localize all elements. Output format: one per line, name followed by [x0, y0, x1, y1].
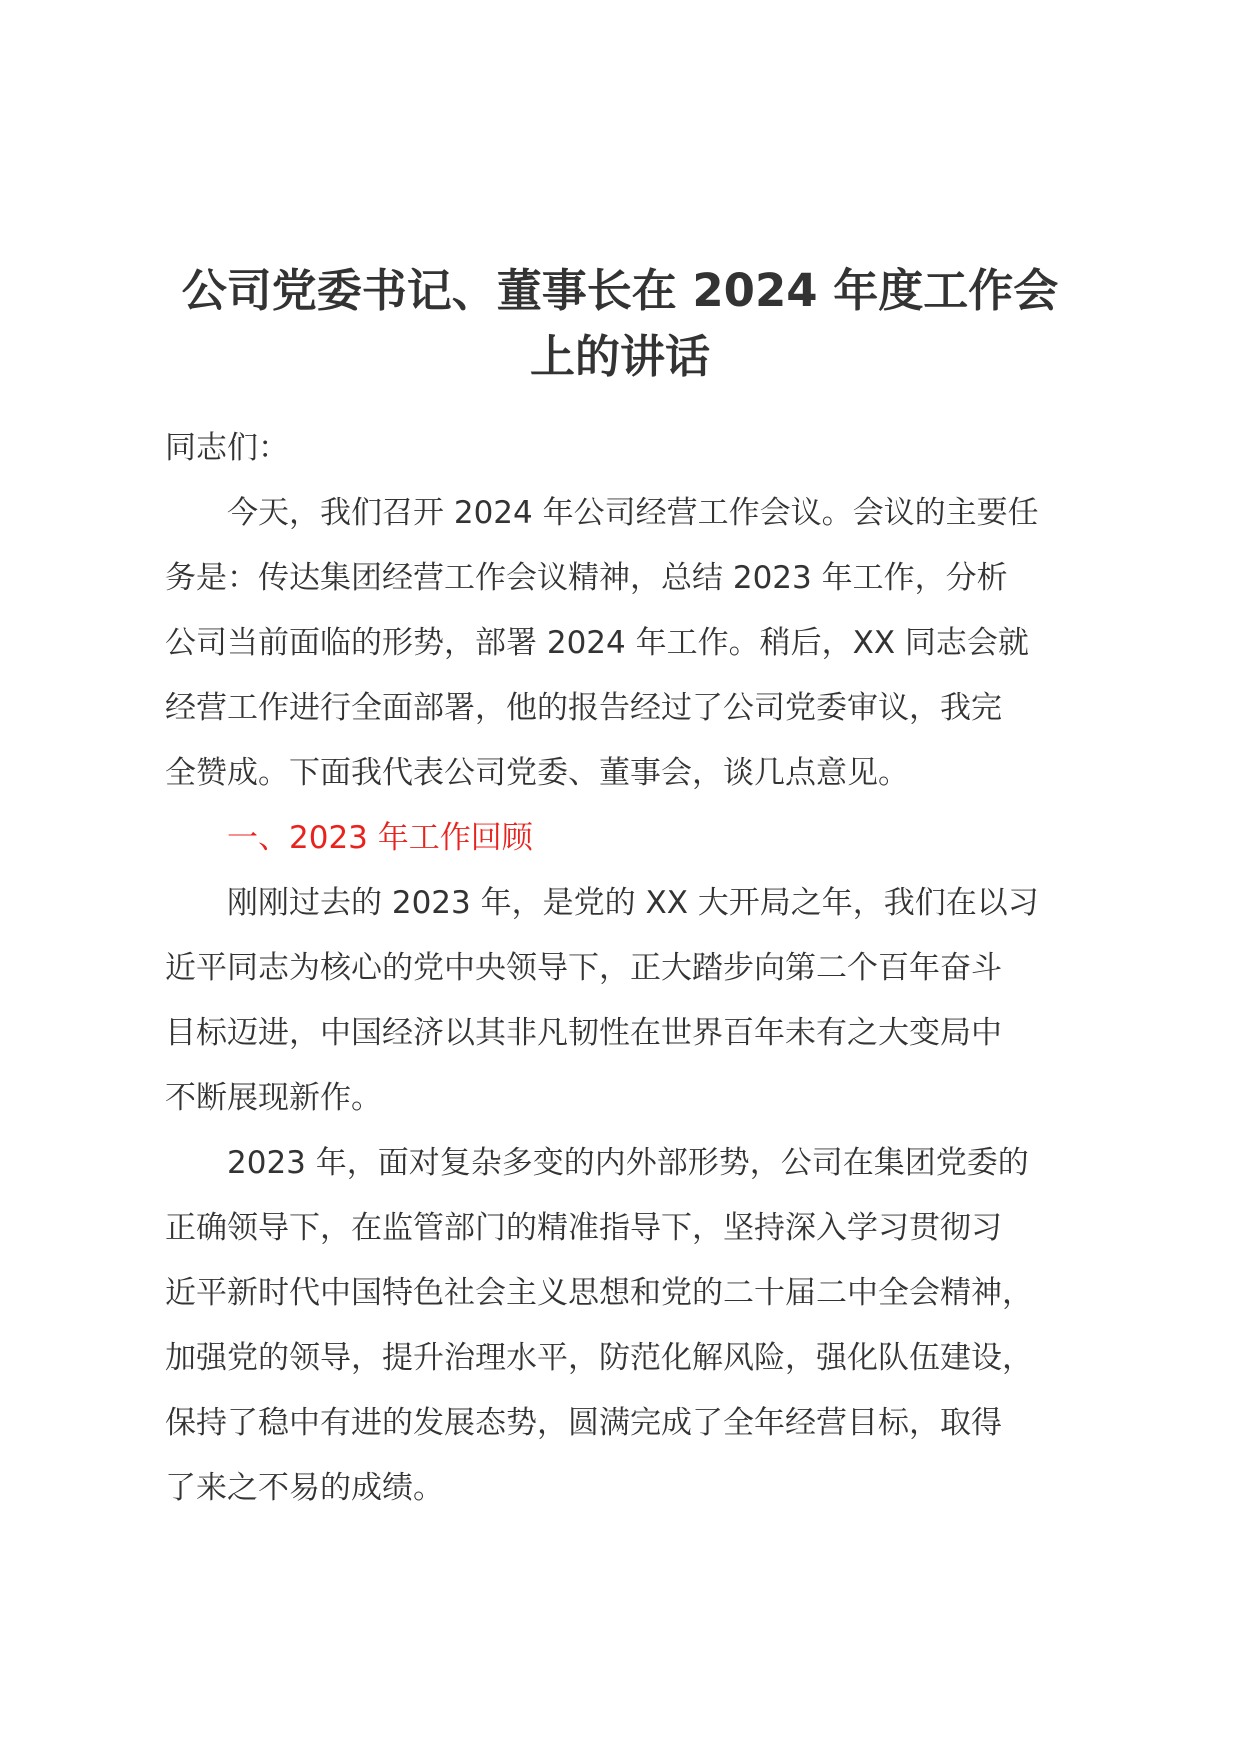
salutation — [165, 416, 1090, 481]
text-line: 近平新时代中国特色社会主义思想和党的二十届二中全会精神， — [165, 1275, 1033, 1311]
text-line: 全赞成。下面我代表公司党委、董事会，谈几点意见。 — [165, 755, 909, 791]
text-line: 近平同志为核心的党中央领导下，正大踏步向第二个百年奋斗 — [165, 950, 1002, 986]
text-line: 务是：传达集团经营工作会议精神，总结 2023 年工作，分析 — [165, 560, 1008, 596]
text-line: 了来之不易的成绩。 — [165, 1470, 444, 1506]
text-line: 刚刚过去的 2023 年，是党的 XX 大开局之年，我们在以习 — [165, 885, 1039, 921]
text-line: 正确领导下，在监管部门的精准指导下，坚持深入学习贯彻习 — [165, 1210, 1002, 1246]
title-line: 上的讲话 — [529, 330, 710, 383]
text-line: 2023 年，面对复杂多变的内外部形势，公司在集团党委的 — [165, 1145, 1029, 1181]
text-line: 今天，我们召开 2024 年公司经营工作会议。会议的主要任 — [165, 495, 1039, 531]
paragraph-opening — [165, 481, 1090, 806]
text-line: 加强党的领导，提升治理水平，防范化解风险，强化队伍建设， — [165, 1340, 1033, 1376]
text-line: 目标迈进，中国经济以其非凡韧性在世界百年未有之大变局中 — [165, 1015, 1002, 1051]
section-heading — [165, 806, 1090, 871]
text-line: 公司当前面临的形势，部署 2024 年工作。稍后，XX 同志会就 — [165, 625, 1029, 661]
text-line: 经营工作进行全面部署，他的报告经过了公司党委审议，我完 — [165, 690, 1002, 726]
paragraph-review-summary — [165, 1131, 1090, 1521]
text-line: 不断展现新作。 — [165, 1080, 382, 1116]
title-line: 公司党委书记、董事长在 2024 年度工作会 — [181, 264, 1059, 317]
salutation-text: 同志们： — [165, 430, 289, 466]
paragraph-review-intro — [165, 871, 1090, 1131]
section-heading-text: 一、2023 年工作回顾 — [165, 820, 533, 856]
document-title — [150, 258, 1090, 390]
text-line: 保持了稳中有进的发展态势，圆满完成了全年经营目标，取得 — [165, 1405, 1002, 1441]
